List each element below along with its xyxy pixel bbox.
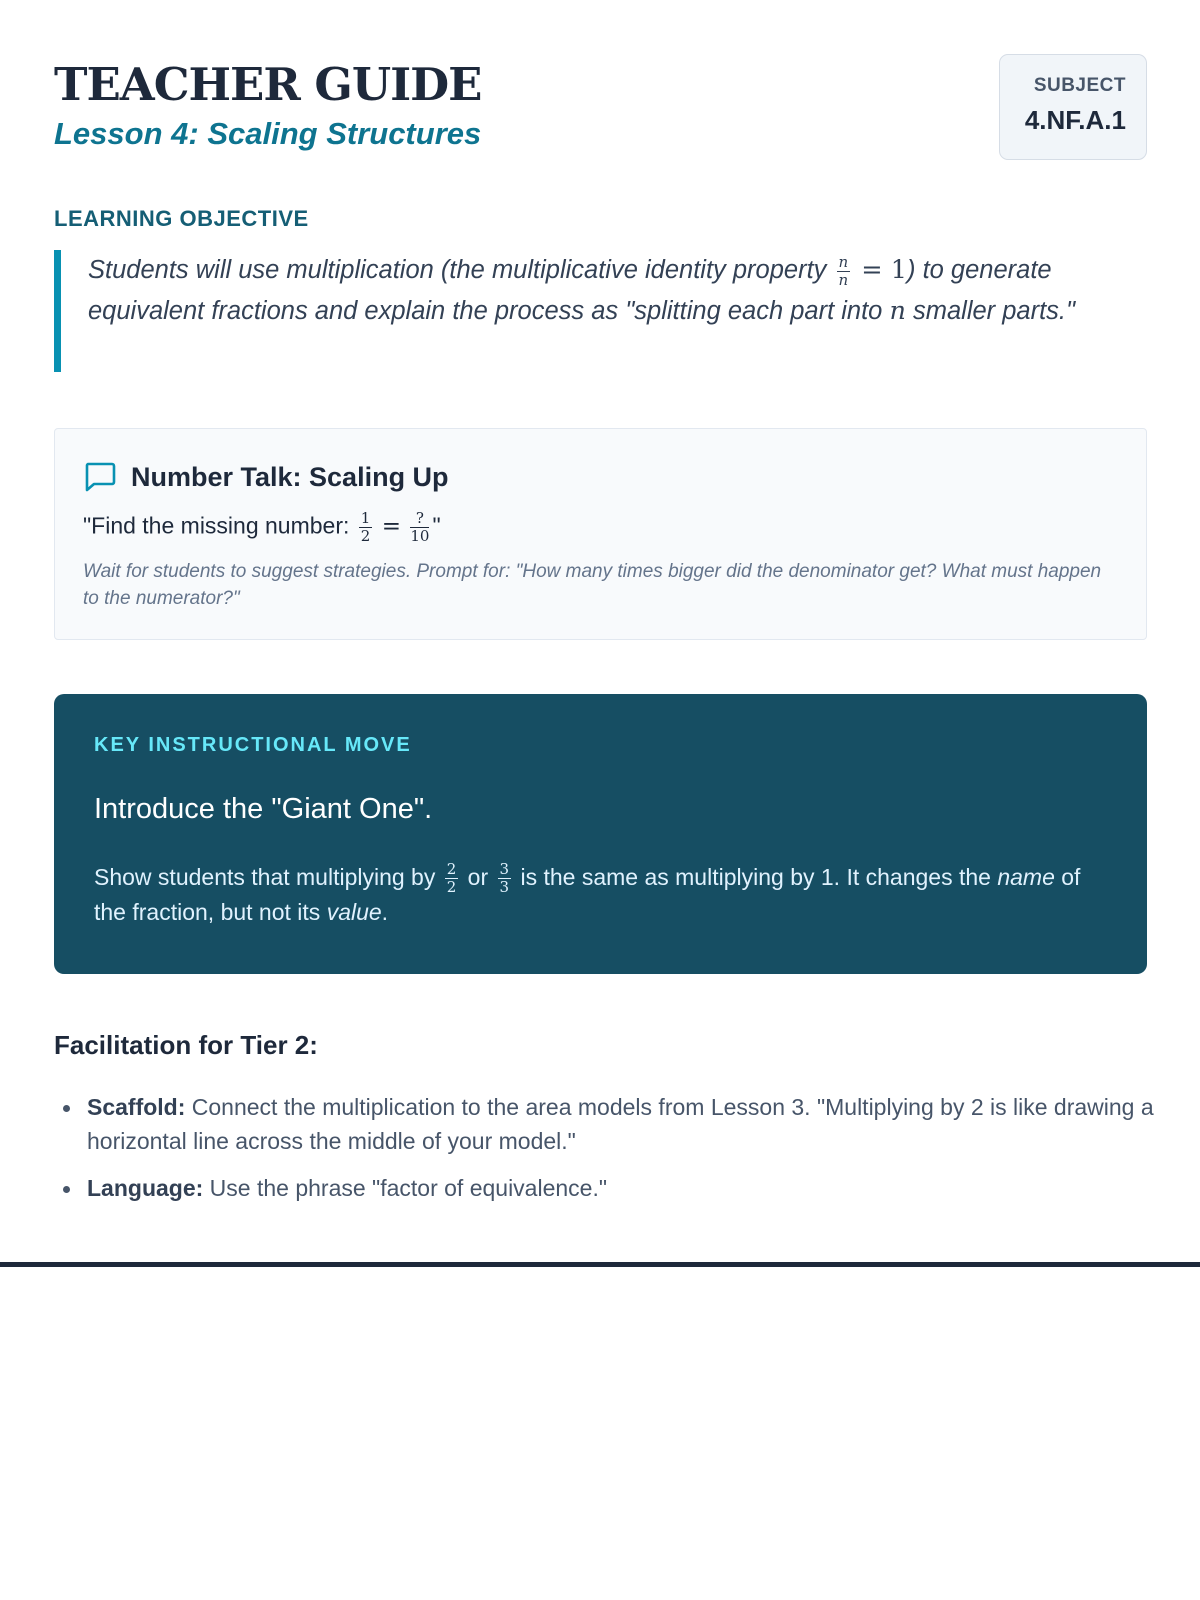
- identity-equals-one: = 1: [853, 255, 907, 285]
- number-talk-prompt: [83, 511, 1118, 544]
- prompt-fraction-one-half: [359, 511, 373, 544]
- objective-quote: [54, 250, 1147, 372]
- facilitation-list: [54, 1090, 1180, 1218]
- prompt-text-after: ": [432, 512, 441, 539]
- facilitation-item-text: Use the phrase "factor of equivalence.": [203, 1175, 608, 1201]
- fraction-den: 2: [446, 878, 457, 897]
- prompt-fraction-unknown: [410, 511, 429, 544]
- fraction-num: 3: [499, 860, 510, 879]
- page-title: TEACHER GUIDE: [54, 58, 482, 111]
- number-talk-title: Number Talk: Scaling Up: [131, 461, 449, 492]
- key-instructional-move-card: [54, 694, 1147, 974]
- prompt-text-before: "Find the missing number:: [83, 512, 356, 539]
- key-body-end: .: [381, 899, 389, 926]
- key-word-value: value: [326, 899, 382, 926]
- objective-variable: n: [889, 296, 906, 326]
- fraction-den: 10: [410, 527, 430, 545]
- subject-label: SUBJECT: [1033, 75, 1126, 96]
- objective-label: LEARNING OBJECTIVE: [54, 206, 309, 231]
- list-item: [87, 1090, 1180, 1158]
- identity-fraction-den: n: [838, 270, 849, 289]
- facilitation-item-label: Scaffold:: [87, 1094, 186, 1120]
- subject-code: 4.NF.A.1: [1024, 105, 1126, 135]
- lesson-subtitle: Lesson 4: Scaling Structures: [54, 116, 482, 151]
- prompt-equals: =: [381, 513, 401, 540]
- key-body-start: Show students that multiplying by: [94, 864, 442, 890]
- key-move-heading: Introduce the "Giant One".: [94, 793, 433, 825]
- fraction-three-thirds: [498, 862, 512, 895]
- footer-divider: [0, 1262, 1200, 1267]
- fraction-two-halves: [445, 862, 459, 895]
- objective-text-before: Students will use multiplication (the multiplicative identity property: [88, 256, 834, 284]
- facilitation-title: Facilitation for Tier 2:: [54, 1030, 318, 1060]
- number-talk-note: Wait for students to suggest strategies. Prompt for: "How many times bigger did the denominator get? What must happen to the numerator?": [83, 561, 1102, 609]
- key-body-mid2: of the fraction, but not its: [94, 864, 1081, 926]
- key-move-label: KEY INSTRUCTIONAL MOVE: [94, 734, 412, 756]
- objective-text-after: smaller parts.": [905, 297, 1076, 325]
- objective-text-middle: ) to generate equivalent fractions and explain the process as "splitting each part into: [88, 256, 1052, 325]
- fraction-den: 2: [360, 527, 371, 545]
- speech-bubble-icon: [83, 461, 117, 493]
- fraction-num: ?: [410, 511, 429, 528]
- subject-badge: [999, 54, 1147, 160]
- facilitation-item-text: Connect the multiplication to the area models from Lesson 3. "Multiplying by 2 is like drawing a horizontal line across the middle of your model.": [87, 1094, 1154, 1154]
- identity-fraction: [837, 252, 851, 289]
- fraction-den: 3: [499, 878, 510, 897]
- key-body-mid: is the same as multiplying by 1. It changes the: [514, 864, 998, 890]
- key-word-name: name: [997, 864, 1055, 890]
- fraction-num: 2: [446, 860, 457, 879]
- number-talk-header: [83, 459, 1118, 495]
- list-item: [87, 1171, 1180, 1205]
- header: [54, 0, 1147, 200]
- identity-fraction-num: n: [838, 252, 849, 271]
- fraction-num: 1: [360, 509, 371, 527]
- teacher-guide-page: [54, 0, 1154, 1201]
- facilitation-item-label: Language:: [87, 1175, 204, 1201]
- number-talk-card: [54, 428, 1147, 640]
- key-body-or: or: [461, 864, 495, 890]
- key-move-body: [94, 860, 1109, 930]
